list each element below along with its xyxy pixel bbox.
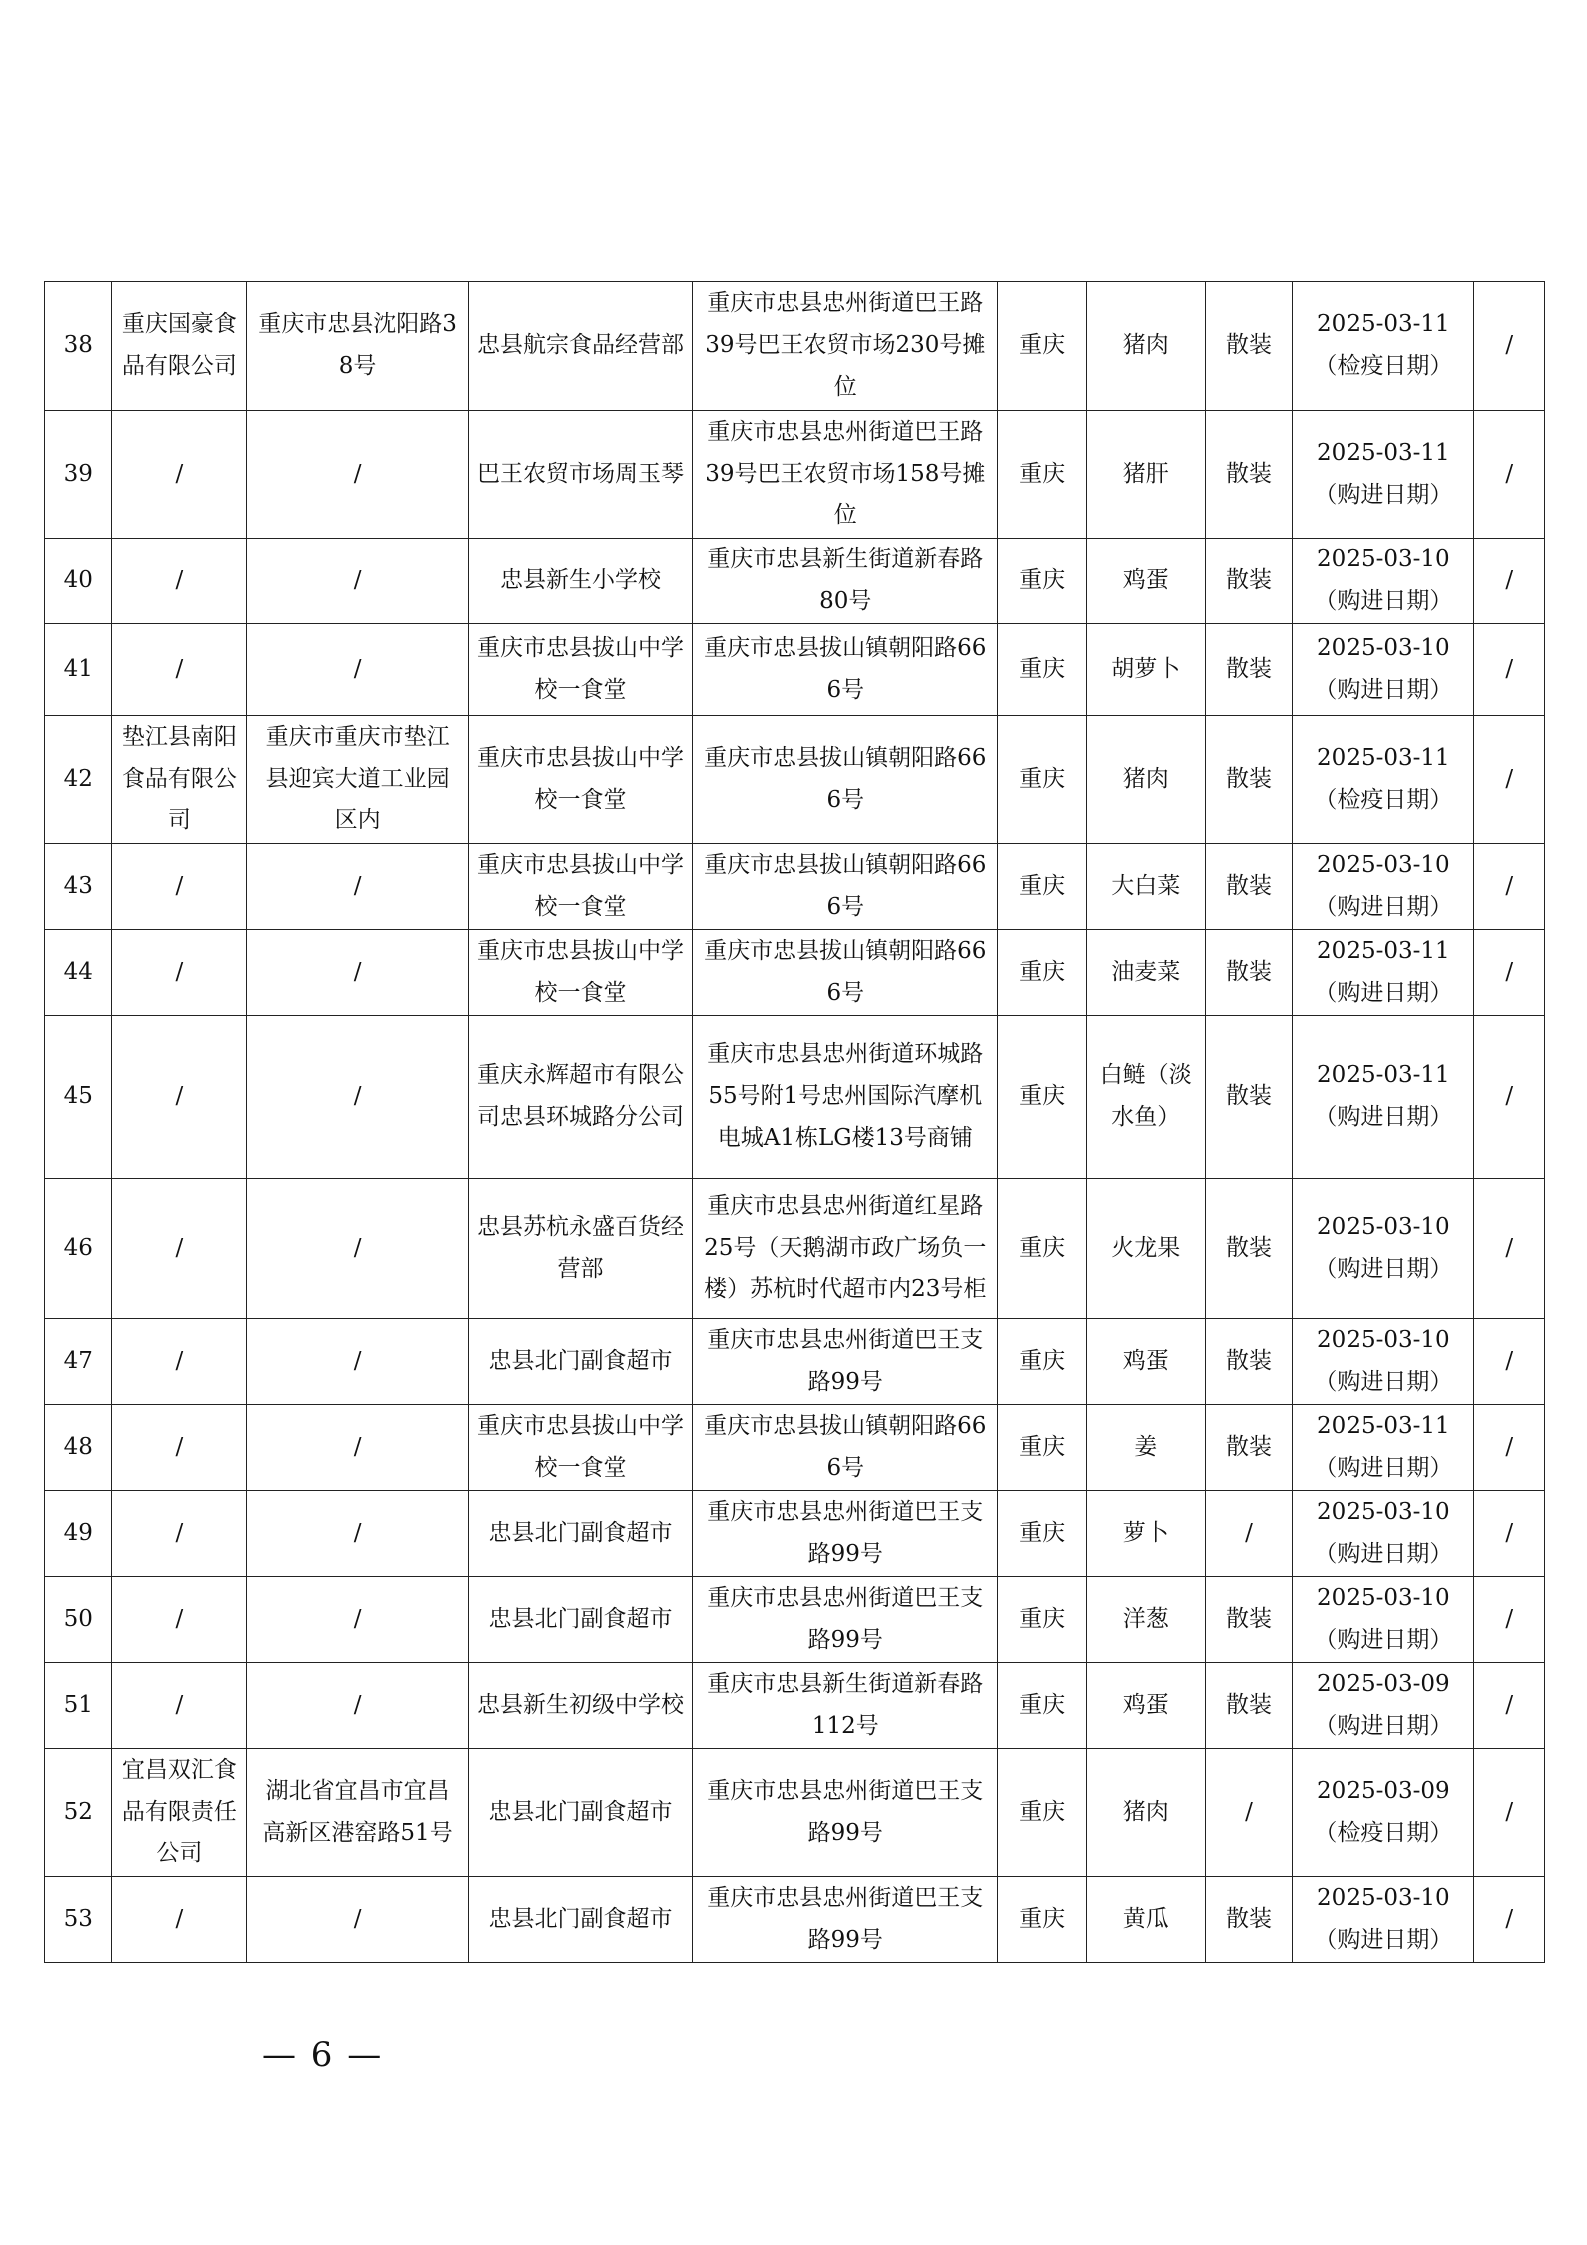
manufacturer-address-cell: / — [247, 1877, 468, 1963]
remark-cell: / — [1474, 1663, 1545, 1749]
row-number-cell: 52 — [45, 1749, 112, 1877]
table-row — [45, 716, 1545, 844]
region-cell: 重庆 — [998, 539, 1087, 624]
sampled-unit-name-cell: 忠县新生小学校 — [468, 539, 692, 624]
product-name-cell: 鸡蛋 — [1086, 1319, 1205, 1405]
product-name-cell: 鸡蛋 — [1086, 1663, 1205, 1749]
sampled-unit-address-cell: 重庆市忠县忠州街道环城路55号附1号忠州国际汽摩机电城A1栋LG楼13号商铺 — [693, 1016, 998, 1179]
manufacturer-address-cell: / — [247, 1179, 468, 1319]
row-number-cell: 42 — [45, 716, 112, 844]
manufacturer-address-cell: / — [247, 539, 468, 624]
sampled-unit-name-cell: 重庆市忠县拔山中学校一食堂 — [468, 844, 692, 930]
remark-cell: / — [1474, 1405, 1545, 1491]
table-row — [45, 1319, 1545, 1405]
region-cell: 重庆 — [998, 624, 1087, 716]
region-cell: 重庆 — [998, 844, 1087, 930]
production-date-cell: 2025-03-10 （购进日期） — [1293, 539, 1474, 624]
remark-cell: / — [1474, 1749, 1545, 1877]
remark-cell: / — [1474, 1491, 1545, 1577]
sampled-unit-address-cell: 重庆市忠县拔山镇朝阳路666号 — [693, 624, 998, 716]
production-date-cell: 2025-03-11 （购进日期） — [1293, 1405, 1474, 1491]
manufacturer-address-cell: / — [247, 411, 468, 539]
product-name-cell: 油麦菜 — [1086, 930, 1205, 1016]
row-number-cell: 45 — [45, 1016, 112, 1179]
row-number-cell: 43 — [45, 844, 112, 930]
product-name-cell: 猪肝 — [1086, 411, 1205, 539]
sampled-unit-name-cell: 重庆市忠县拔山中学校一食堂 — [468, 930, 692, 1016]
manufacturer-address-cell: 重庆市重庆市垫江县迎宾大道工业园区内 — [247, 716, 468, 844]
manufacturer-address-cell: / — [247, 1577, 468, 1663]
region-cell: 重庆 — [998, 1179, 1087, 1319]
sampled-unit-address-cell: 重庆市忠县忠州街道巴王支路99号 — [693, 1877, 998, 1963]
production-date-cell: 2025-03-11 （购进日期） — [1293, 411, 1474, 539]
sampled-unit-address-cell: 重庆市忠县忠州街道巴王路39号巴王农贸市场158号摊位 — [693, 411, 998, 539]
manufacturer-name-cell: 垫江县南阳食品有限公司 — [112, 716, 247, 844]
specification-cell: 散装 — [1205, 1577, 1293, 1663]
row-number-cell: 51 — [45, 1663, 112, 1749]
row-number-cell: 41 — [45, 624, 112, 716]
specification-cell: 散装 — [1205, 1405, 1293, 1491]
sampled-unit-name-cell: 忠县北门副食超市 — [468, 1577, 692, 1663]
production-date-cell: 2025-03-09 （购进日期） — [1293, 1663, 1474, 1749]
region-cell: 重庆 — [998, 1405, 1087, 1491]
remark-cell: / — [1474, 1179, 1545, 1319]
product-name-cell: 猪肉 — [1086, 716, 1205, 844]
manufacturer-name-cell: / — [112, 930, 247, 1016]
region-cell: 重庆 — [998, 411, 1087, 539]
specification-cell: 散装 — [1205, 411, 1293, 539]
remark-cell: / — [1474, 1877, 1545, 1963]
production-date-cell: 2025-03-10 （购进日期） — [1293, 1877, 1474, 1963]
table-row — [45, 282, 1545, 411]
production-date-cell: 2025-03-10 （购进日期） — [1293, 844, 1474, 930]
product-name-cell: 火龙果 — [1086, 1179, 1205, 1319]
specification-cell: 散装 — [1205, 1179, 1293, 1319]
manufacturer-address-cell: / — [247, 1663, 468, 1749]
product-name-cell: 洋葱 — [1086, 1577, 1205, 1663]
table-row — [45, 411, 1545, 539]
remark-cell: / — [1474, 930, 1545, 1016]
table-row — [45, 539, 1545, 624]
production-date-cell: 2025-03-10 （购进日期） — [1293, 1491, 1474, 1577]
table-row — [45, 930, 1545, 1016]
region-cell: 重庆 — [998, 1491, 1087, 1577]
region-cell: 重庆 — [998, 930, 1087, 1016]
manufacturer-name-cell: / — [112, 1663, 247, 1749]
specification-cell: 散装 — [1205, 844, 1293, 930]
row-number-cell: 50 — [45, 1577, 112, 1663]
remark-cell: / — [1474, 539, 1545, 624]
sampled-unit-address-cell: 重庆市忠县忠州街道巴王支路99号 — [693, 1491, 998, 1577]
product-name-cell: 猪肉 — [1086, 282, 1205, 411]
manufacturer-address-cell: 重庆市忠县沈阳路38号 — [247, 282, 468, 411]
remark-cell: / — [1474, 1319, 1545, 1405]
production-date-cell: 2025-03-11 （检疫日期） — [1293, 282, 1474, 411]
specification-cell: 散装 — [1205, 539, 1293, 624]
region-cell: 重庆 — [998, 282, 1087, 411]
specification-cell: / — [1205, 1749, 1293, 1877]
sampled-unit-name-cell: 忠县北门副食超市 — [468, 1491, 692, 1577]
manufacturer-address-cell: / — [247, 844, 468, 930]
specification-cell: / — [1205, 1491, 1293, 1577]
sampled-unit-address-cell: 重庆市忠县新生街道新春路80号 — [693, 539, 998, 624]
sampled-unit-address-cell: 重庆市忠县忠州街道巴王支路99号 — [693, 1577, 998, 1663]
sampled-unit-name-cell: 忠县苏杭永盛百货经营部 — [468, 1179, 692, 1319]
manufacturer-name-cell: 重庆国豪食品有限公司 — [112, 282, 247, 411]
specification-cell: 散装 — [1205, 716, 1293, 844]
manufacturer-address-cell: 湖北省宜昌市宜昌高新区港窑路51号 — [247, 1749, 468, 1877]
manufacturer-name-cell: / — [112, 1491, 247, 1577]
sampled-unit-name-cell: 忠县新生初级中学校 — [468, 1663, 692, 1749]
remark-cell: / — [1474, 1577, 1545, 1663]
product-name-cell: 猪肉 — [1086, 1749, 1205, 1877]
table-row — [45, 624, 1545, 716]
remark-cell: / — [1474, 282, 1545, 411]
sampling-results-table — [44, 281, 1545, 1963]
row-number-cell: 38 — [45, 282, 112, 411]
product-name-cell: 姜 — [1086, 1405, 1205, 1491]
row-number-cell: 44 — [45, 930, 112, 1016]
product-name-cell: 黄瓜 — [1086, 1877, 1205, 1963]
sampled-unit-address-cell: 重庆市忠县忠州街道巴王支路99号 — [693, 1319, 998, 1405]
production-date-cell: 2025-03-10 （购进日期） — [1293, 1179, 1474, 1319]
sampled-unit-address-cell: 重庆市忠县新生街道新春路112号 — [693, 1663, 998, 1749]
region-cell: 重庆 — [998, 716, 1087, 844]
specification-cell: 散装 — [1205, 1663, 1293, 1749]
manufacturer-address-cell: / — [247, 1319, 468, 1405]
specification-cell: 散装 — [1205, 1319, 1293, 1405]
production-date-cell: 2025-03-11 （购进日期） — [1293, 930, 1474, 1016]
row-number-cell: 49 — [45, 1491, 112, 1577]
row-number-cell: 47 — [45, 1319, 112, 1405]
manufacturer-address-cell: / — [247, 930, 468, 1016]
remark-cell: / — [1474, 624, 1545, 716]
region-cell: 重庆 — [998, 1577, 1087, 1663]
sampled-unit-name-cell: 重庆市忠县拔山中学校一食堂 — [468, 716, 692, 844]
manufacturer-name-cell: / — [112, 1405, 247, 1491]
manufacturer-address-cell: / — [247, 1016, 468, 1179]
row-number-cell: 48 — [45, 1405, 112, 1491]
manufacturer-name-cell: / — [112, 624, 247, 716]
manufacturer-name-cell: / — [112, 411, 247, 539]
production-date-cell: 2025-03-11 （购进日期） — [1293, 1016, 1474, 1179]
specification-cell: 散装 — [1205, 1016, 1293, 1179]
specification-cell: 散装 — [1205, 930, 1293, 1016]
table-row — [45, 1663, 1545, 1749]
table-row — [45, 1491, 1545, 1577]
sampled-unit-name-cell: 忠县航宗食品经营部 — [468, 282, 692, 411]
table-row — [45, 844, 1545, 930]
manufacturer-address-cell: / — [247, 1491, 468, 1577]
specification-cell: 散装 — [1205, 282, 1293, 411]
production-date-cell: 2025-03-11 （检疫日期） — [1293, 716, 1474, 844]
specification-cell: 散装 — [1205, 1877, 1293, 1963]
sampled-unit-name-cell: 巴王农贸市场周玉琴 — [468, 411, 692, 539]
sampled-unit-name-cell: 重庆永辉超市有限公司忠县环城路分公司 — [468, 1016, 692, 1179]
production-date-cell: 2025-03-09 （检疫日期） — [1293, 1749, 1474, 1877]
table-row — [45, 1577, 1545, 1663]
remark-cell: / — [1474, 411, 1545, 539]
product-name-cell: 鸡蛋 — [1086, 539, 1205, 624]
region-cell: 重庆 — [998, 1663, 1087, 1749]
sampled-unit-address-cell: 重庆市忠县忠州街道巴王支路99号 — [693, 1749, 998, 1877]
row-number-cell: 46 — [45, 1179, 112, 1319]
product-name-cell: 胡萝卜 — [1086, 624, 1205, 716]
production-date-cell: 2025-03-10 （购进日期） — [1293, 1319, 1474, 1405]
manufacturer-name-cell: 宜昌双汇食品有限责任公司 — [112, 1749, 247, 1877]
table-row — [45, 1749, 1545, 1877]
table-row — [45, 1405, 1545, 1491]
table-row — [45, 1016, 1545, 1179]
sampled-unit-name-cell: 重庆市忠县拔山中学校一食堂 — [468, 624, 692, 716]
specification-cell: 散装 — [1205, 624, 1293, 716]
manufacturer-name-cell: / — [112, 539, 247, 624]
manufacturer-name-cell: / — [112, 1877, 247, 1963]
sampled-unit-address-cell: 重庆市忠县拔山镇朝阳路666号 — [693, 716, 998, 844]
region-cell: 重庆 — [998, 1749, 1087, 1877]
sampled-unit-address-cell: 重庆市忠县拔山镇朝阳路666号 — [693, 930, 998, 1016]
region-cell: 重庆 — [998, 1877, 1087, 1963]
row-number-cell: 40 — [45, 539, 112, 624]
product-name-cell: 萝卜 — [1086, 1491, 1205, 1577]
sampled-unit-name-cell: 重庆市忠县拔山中学校一食堂 — [468, 1405, 692, 1491]
manufacturer-name-cell: / — [112, 1319, 247, 1405]
sampled-unit-name-cell: 忠县北门副食超市 — [468, 1319, 692, 1405]
product-name-cell: 大白菜 — [1086, 844, 1205, 930]
table-row — [45, 1179, 1545, 1319]
sampled-unit-address-cell: 重庆市忠县忠州街道巴王路39号巴王农贸市场230号摊位 — [693, 282, 998, 411]
manufacturer-name-cell: / — [112, 1016, 247, 1179]
sampled-unit-address-cell: 重庆市忠县忠州街道红星路25号（天鹅湖市政广场负一楼）苏杭时代超市内23号柜 — [693, 1179, 998, 1319]
production-date-cell: 2025-03-10 （购进日期） — [1293, 1577, 1474, 1663]
remark-cell: / — [1474, 1016, 1545, 1179]
manufacturer-address-cell: / — [247, 624, 468, 716]
sampled-unit-name-cell: 忠县北门副食超市 — [468, 1749, 692, 1877]
row-number-cell: 53 — [45, 1877, 112, 1963]
sampled-unit-address-cell: 重庆市忠县拔山镇朝阳路666号 — [693, 844, 998, 930]
manufacturer-name-cell: / — [112, 1577, 247, 1663]
remark-cell: / — [1474, 716, 1545, 844]
row-number-cell: 39 — [45, 411, 112, 539]
manufacturer-address-cell: / — [247, 1405, 468, 1491]
sampled-unit-address-cell: 重庆市忠县拔山镇朝阳路666号 — [693, 1405, 998, 1491]
region-cell: 重庆 — [998, 1016, 1087, 1179]
product-name-cell: 白鲢（淡水鱼） — [1086, 1016, 1205, 1179]
production-date-cell: 2025-03-10 （购进日期） — [1293, 624, 1474, 716]
manufacturer-name-cell: / — [112, 1179, 247, 1319]
remark-cell: / — [1474, 844, 1545, 930]
page-number: — 6 — — [262, 2035, 384, 2075]
region-cell: 重庆 — [998, 1319, 1087, 1405]
table-row — [45, 1877, 1545, 1963]
manufacturer-name-cell: / — [112, 844, 247, 930]
sampled-unit-name-cell: 忠县北门副食超市 — [468, 1877, 692, 1963]
